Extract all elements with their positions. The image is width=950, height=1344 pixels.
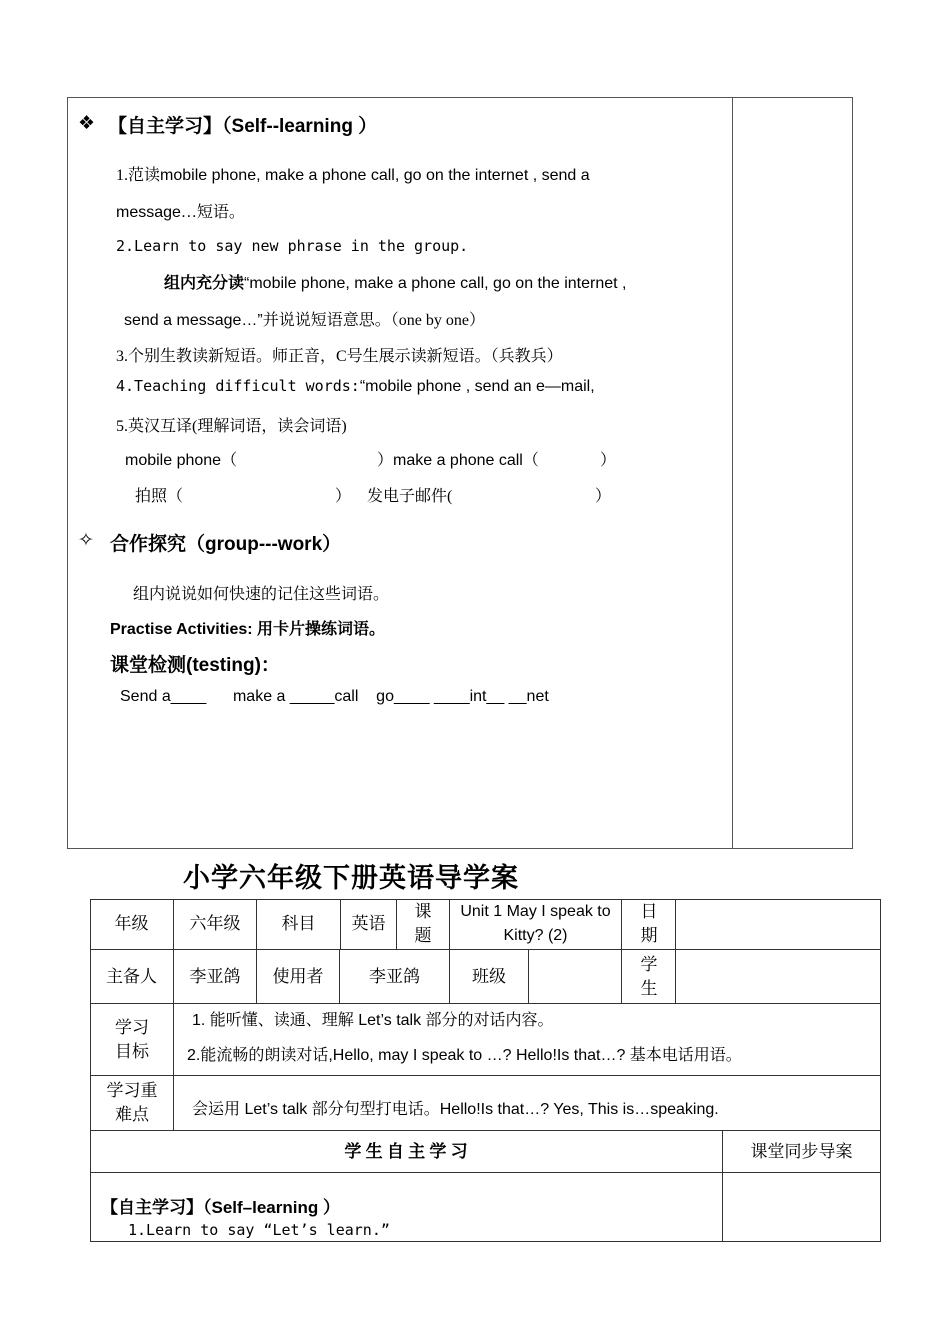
date-value[interactable] bbox=[676, 899, 880, 949]
group-read-text: “mobile phone, make a phone call, go on the internet , bbox=[244, 275, 627, 292]
translate-row-2-c: 发电子邮件( bbox=[367, 488, 453, 505]
step-1-text: mobile phone, make a phone call, go on the internet , send a bbox=[160, 167, 590, 184]
subject-label: 科目 bbox=[281, 914, 316, 933]
table-self-learning-line: 1.Learn to say “Let’s learn.” bbox=[128, 1221, 390, 1239]
practise-line bbox=[110, 616, 385, 639]
translate-row-1-b: ）make a phone call（ bbox=[377, 452, 539, 469]
translate-row-2-b: ） bbox=[335, 488, 352, 505]
class-guide-header: 课堂同步导案 bbox=[750, 1141, 853, 1161]
step-4-num: 4.Teaching difficult words: bbox=[116, 377, 360, 395]
step-4-line bbox=[116, 377, 595, 396]
user-value: 李亚鸽 bbox=[369, 966, 420, 986]
diamond-bullet-icon: ❖ bbox=[78, 113, 96, 134]
group-read-cont: send a message…” bbox=[124, 312, 263, 329]
topic-label: 课题 bbox=[414, 902, 432, 945]
preparer-label: 主备人 bbox=[106, 966, 157, 986]
self-learning-heading bbox=[108, 111, 377, 138]
row-line bbox=[90, 1075, 881, 1076]
goal-2: 2.能流畅的朗读对话,Hello, may I speak to …? Hello!Is that…? 基本电话用语。 bbox=[187, 1047, 742, 1064]
class-label: 班级 bbox=[472, 966, 506, 986]
step-5-line: 5.英汉互译(理解词语，读会词语) bbox=[116, 418, 347, 435]
star-bullet-icon: ✧ bbox=[78, 530, 94, 551]
heading-en: （Self--learning ） bbox=[222, 116, 378, 137]
grade-label: 年级 bbox=[114, 914, 149, 933]
translate-row-2-a: 拍照（ bbox=[135, 488, 184, 505]
step-1-cont-text: message bbox=[116, 204, 181, 221]
translate-row-2-d: ） bbox=[595, 488, 612, 505]
step-2-line: 2.Learn to say new phrase in the group. bbox=[116, 237, 469, 255]
testing-blanks: Send a____ make a _____call go____ ____int__ __net bbox=[120, 688, 549, 705]
step-1-cont-tail: …短语。 bbox=[180, 204, 245, 221]
step-1-cont bbox=[116, 199, 245, 222]
group-read-label: 组内充分读 bbox=[164, 275, 245, 292]
self-study-header: 学 生 自 主 学 习 bbox=[344, 1141, 468, 1161]
step-1-line bbox=[116, 162, 590, 185]
step-1-num: 1.范读 bbox=[116, 167, 161, 184]
step-2-detail bbox=[164, 270, 626, 293]
group-read-tail: 并说说短语意思。（one by one） bbox=[262, 312, 485, 329]
group-work-line: 组内说说如何快速的记住这些词语。 bbox=[133, 586, 390, 603]
step-3-line: 3.个别生教读新短语。师正音，C号生展示读新短语。（兵教兵） bbox=[116, 348, 563, 365]
page-title: 小学六年级下册英语导学案 bbox=[183, 863, 519, 894]
practise-en: Practise Activities: bbox=[110, 621, 253, 638]
date-label: 日期 bbox=[640, 902, 658, 945]
user-label: 使用者 bbox=[272, 966, 324, 986]
table-heading-en: （Self–learning ） bbox=[203, 1198, 340, 1217]
goal-label: 学习目标 bbox=[115, 1017, 149, 1061]
key-points-text: 会运用 Let’s talk 部分句型打电话。Hello!Is that…? Yes, This is…speaking. bbox=[192, 1101, 719, 1118]
subject-value: 英语 bbox=[351, 914, 386, 933]
student-label: 学生 bbox=[640, 954, 658, 998]
practise-cn: 用卡片操练词语。 bbox=[257, 621, 386, 638]
preparer-value: 李亚鸽 bbox=[189, 966, 241, 986]
class-value[interactable] bbox=[529, 950, 621, 1003]
step-4-text: “mobile phone , send an e—mail, bbox=[359, 378, 595, 395]
translate-row-1-c: ） bbox=[600, 452, 617, 469]
key-points-label: 学习重难点 bbox=[106, 1081, 158, 1124]
col-line bbox=[396, 899, 397, 950]
group-work-heading: 合作探究（group---work） bbox=[110, 534, 342, 555]
grade-value: 六年级 bbox=[189, 914, 241, 933]
translate-row-1-a: mobile phone（ bbox=[125, 452, 238, 469]
row-line bbox=[90, 1172, 881, 1173]
student-value[interactable] bbox=[676, 950, 880, 1003]
column-divider bbox=[732, 97, 733, 849]
goal-1: 1. 能听懂、读通、理解 Let’s talk 部分的对话内容。 bbox=[192, 1012, 554, 1029]
heading-cn: 【自主学习】 bbox=[108, 116, 223, 137]
testing-heading: 课堂检测(testing)： bbox=[110, 655, 280, 676]
col-line bbox=[621, 899, 622, 1004]
table-heading-cn: 【自主学习】 bbox=[101, 1198, 203, 1217]
step-2-detail-cont bbox=[124, 307, 485, 330]
row-line bbox=[90, 1003, 881, 1004]
topic-value: Unit 1 May I speak to Kitty? (2) bbox=[460, 903, 611, 944]
table-self-learning-heading bbox=[101, 1193, 340, 1218]
